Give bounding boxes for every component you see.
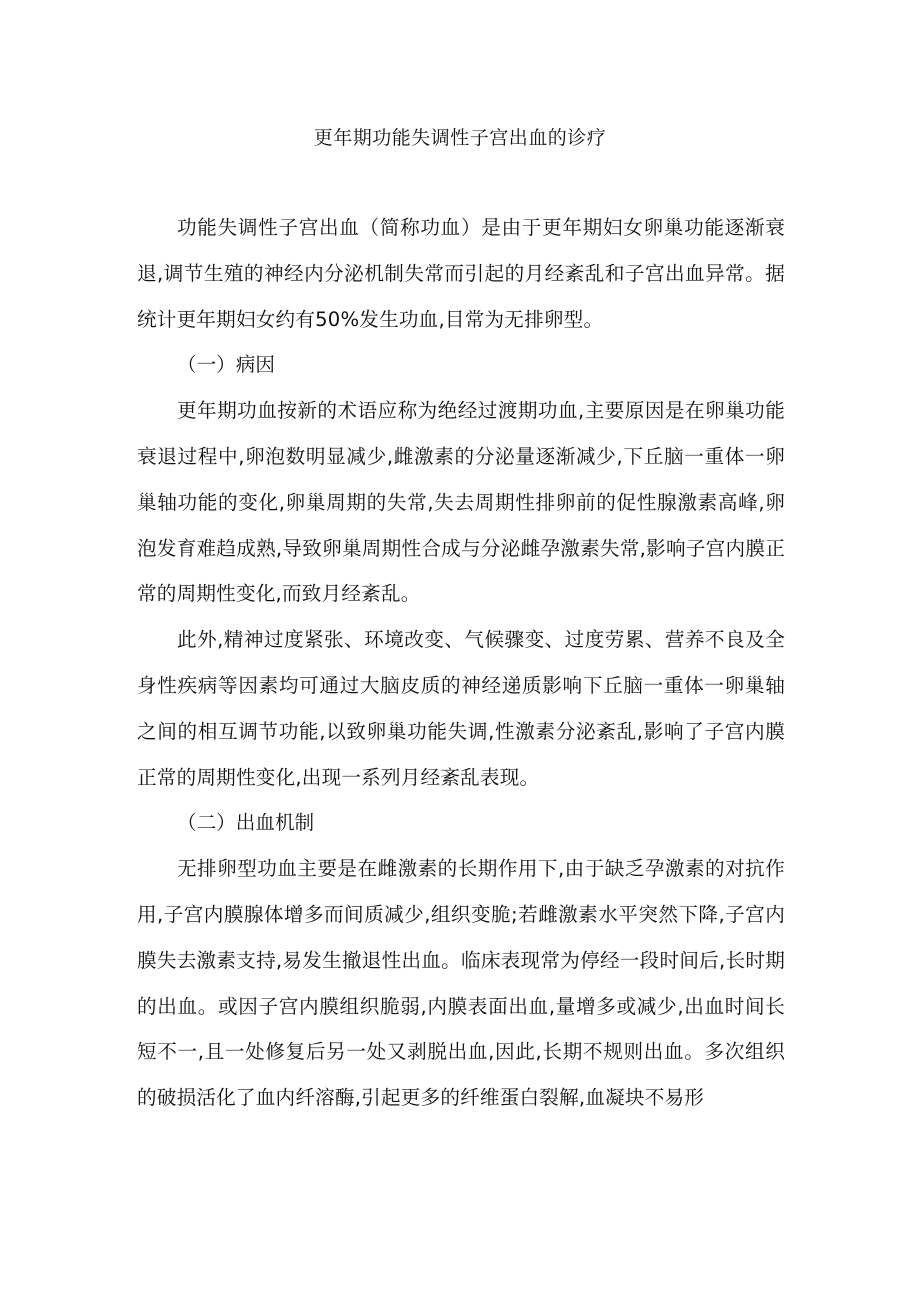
cause-paragraph-2: 此外,精神过度紧张、环境改变、气候骤变、过度劳累、营养不良及全身性疾病等因素均可通过大脑皮质的神经递质影响下丘脑一重体一卵巢轴之间的相互调节功能,以致卵巢功能失调,性激素分泌紊乱,影响了子宫内膜正常的周期性变化,出现一系列月经紊乱表现。 bbox=[137, 628, 785, 789]
intro-paragraph: 功能失调性子宫出血（简称功血）是由于更年期妇女卵巢功能逐渐衰退,调节生殖的神经内分泌机制失常而引起的月经紊乱和子宫出血异常。据统计更年期妇女约有50%发生功血,目常为无排卵型。 bbox=[137, 216, 785, 331]
page-title: 更年期功能失调性子宫出血的诊疗 bbox=[313, 127, 607, 149]
section-heading-mechanism: （二）出血机制 bbox=[177, 811, 315, 835]
section-heading-cause: （一）病因 bbox=[177, 353, 275, 377]
document-body bbox=[137, 205, 785, 1121]
mechanism-paragraph-1: 无排卵型功血主要是在雌激素的长期作用下,由于缺乏孕激素的对抗作用,子宫内膜腺体增多而间质减少,组织变脆;若雌激素水平突然下降,子宫内膜失去激素支持,易发生撤退性出血。临床表现常为停经一段时间后,长时期的出血。或因子宫内膜组织脆弱,内膜表面出血,量增多或减少,出血时间长短不一,且一处修复后另一处又剥脱出血,因此,长期不规则出血。多次组织的破损活化了血内纤溶酶,引起更多的纤维蛋白裂解,血凝块不易形 bbox=[137, 857, 785, 1110]
cause-paragraph-1: 更年期功血按新的术语应称为绝经过渡期功血,主要原因是在卵巢功能衰退过程中,卵泡数明显减少,雌激素的分泌量逐渐减少,下丘脑一重体一卵巢轴功能的变化,卵巢周期的失常,失去周期性排卵前的促性腺激素高峰,卵泡发育难趋成熟,导致卵巢周期性合成与分泌雌孕激素失常,影响子宫内膜正常的周期性变化,而致月经紊乱。 bbox=[137, 399, 785, 606]
